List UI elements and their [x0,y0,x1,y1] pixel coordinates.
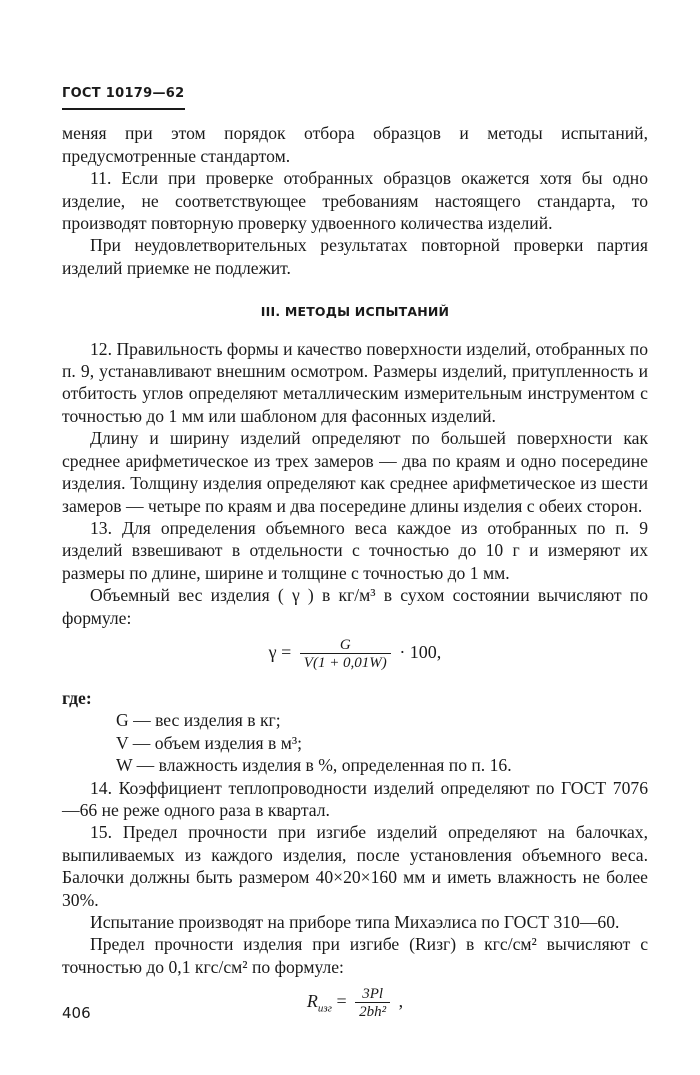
document-header: ГОСТ 10179—62 [62,83,185,110]
formula-bending-lhs: $R_{изг}$ [306,991,332,1015]
formula-density-numerator: G [339,636,351,653]
paragraph-clause-15: 15. Предел прочности при изгибе изделий определяют на балочках, выпиливаемых из каждого изделия, после установления объемного веса. Балочки должны быть размером 40×20×160 мм и иметь влажность не более 30%. [62,822,648,910]
formula-density-fraction [300,637,391,671]
paragraph-bending-intro: Предел прочности изделия при изгибе (Rизг) в кгс/см² вычисляют с точностью до 0,1 кгс/см² по формуле: [62,934,648,977]
paragraph-density-intro: Объемный вес изделия ( γ ) в кг/м³ в сухом состоянии вычисляют по формуле: [62,585,648,628]
definition-w: W — влажность изделия в %, определенная по п. 16. [116,755,512,776]
paragraph-continuation: меняя при этом порядок отбора образцов и методы испытаний, предусмотренные стандартом. [62,123,648,166]
paragraph-length-width: Длину и ширину изделий определяют по большей поверхности как среднее арифметическое из трех замеров — два по краям и одно посередине изделия. Толщину изделия определяют как среднее арифметическое из шести замеров — четыре по краям и два посередине длины изделия с обеих сторон. [62,428,648,516]
paragraph-test-device: Испытание производят на приборе типа Михаэлиса по ГОСТ 310—60. [90,912,620,932]
formula-density-rhs: · 100, [399,642,442,663]
definition-v: V — объем изделия в м³; [116,732,303,753]
paragraph-clause-13: 13. Для определения объемного веса каждое из отобранных по п. 9 изделий взвешивают в отдельности с точностью до 10 г и измеряют их размеры по длине, ширине и толщине с точностью до 1 мм. [62,517,648,583]
paragraph-clause-12: 12. Правильность формы и качество поверхности изделий, отобранных по п. 9, устанавливают внешним осмотром. Размеры изделий, притупленность и отбитость углов определяют металлическим измерительным инструментом с точностью до 1 мм или шаблоном для фасонных изделий. [62,338,648,426]
paragraph-clause-14: 14. Коэффициент теплопроводности изделий определяют по ГОСТ 7076—66 не реже одного раза в квартал. [62,777,648,820]
formula-bending [62,986,648,1030]
paragraph-repeat-check: При неудовлетворительных результатах повторной проверки партия изделий приемке не подлежит. [62,235,648,278]
formula-bending-denominator: 2bh² [355,1002,390,1020]
page-number: 406 [62,1004,91,1022]
formula-density-lhs: γ = [268,642,292,663]
definition-g: G — вес изделия в кг; [116,710,281,731]
formula-bending-tail: , [398,991,404,1012]
section-title: III. МЕТОДЫ ИСПЫТАНИЙ [260,304,450,320]
formula-bending-numerator: 3Pl [362,986,384,1003]
formula-bending-fraction [355,986,390,1020]
formula-bending-equals: = [336,991,347,1012]
where-label: где: [62,687,92,708]
formula-density [62,637,648,681]
paragraph-clause-11: 11. Если при проверке отобранных образцов окажется хотя бы одно изделие, не соответствующее требованиям настоящего стандарта, то производят повторную проверку удвоенного количества изделий. [62,168,648,234]
formula-density-denominator: V(1 + 0,01W) [300,653,391,671]
